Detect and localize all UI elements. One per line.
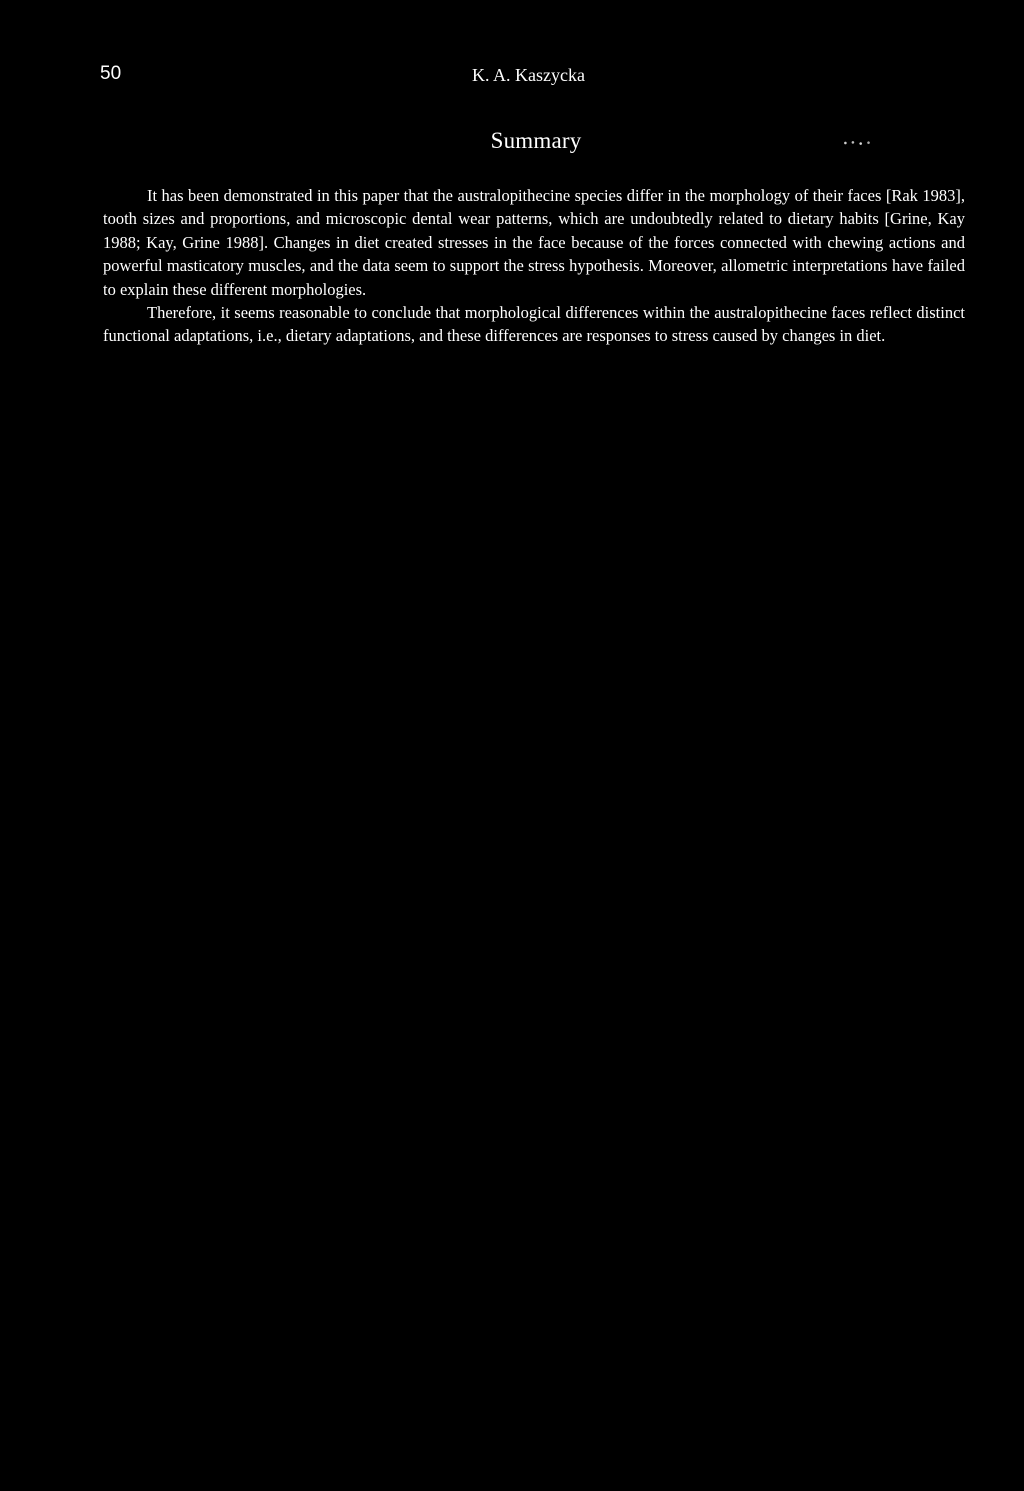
summary-paragraph-1: It has been demonstrated in this paper that the australopithecine species differ in the morphology of their faces [Rak 1983], tooth sizes and proportions, and microscopic dental wear patterns, which are undoubtedly related to dietary habits [Grine, Kay 1988; Kay, Grine 1988]. Changes in diet created stresses in the face because of the forces connected with chewing actions and powerful masticatory muscles, and the data seem to support the stress hypothesis. Moreover, allometric interpretations have failed to explain these different morphologies.	[103, 186, 965, 299]
section-title: Summary	[490, 128, 582, 153]
running-head-author: K. A. Kaszycka	[472, 65, 585, 85]
scan-artifact	[842, 140, 876, 146]
summary-paragraph-2: Therefore, it seems reasonable to conclude that morphological differences within the australopithecine faces reflect distinct functional adaptations, i.e., dietary adaptations, and these differences are responses to stress caused by changes in diet.	[103, 303, 965, 346]
summary-body	[103, 184, 965, 348]
page-number: 50	[100, 63, 122, 84]
